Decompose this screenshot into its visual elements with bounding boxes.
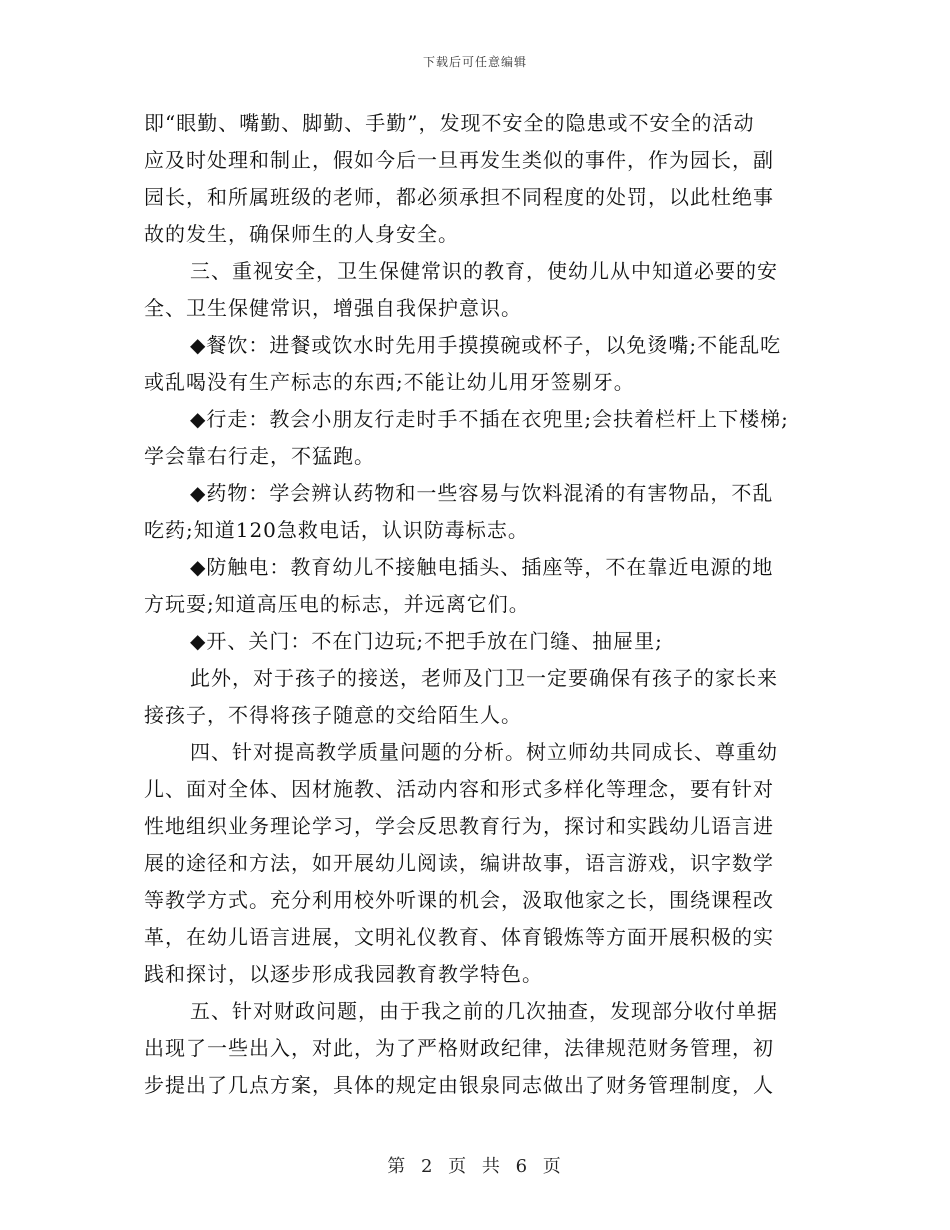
text-line: 四、针对提高教学质量问题的分析。树立师幼共同成长、尊重幼 — [190, 740, 778, 764]
text-line: 步提出了几点方案，具体的规定由银泉同志做出了财务管理制度，人 — [144, 1073, 774, 1097]
text-line: 三、重视安全，卫生保健常识的教育，使幼儿从中知道必要的安 — [190, 259, 778, 283]
document-body — [144, 105, 804, 1104]
text-line: ◆药物：学会辨认药物和一些容易与饮料混淆的有害物品，不乱 — [190, 481, 774, 505]
text-line: 学会靠右行走，不猛跑。 — [144, 444, 375, 468]
page-footer: 第 2 页 共 6 页 — [387, 1156, 563, 1177]
text-line: ◆餐饮：进餐或饮水时先用手摸摸碗或杯子，以免烫嘴;不能乱吃 — [190, 333, 782, 357]
text-line: 方玩耍;知道高压电的标志，并远离它们。 — [144, 592, 530, 616]
page-header: 下载后可任意编辑 — [422, 55, 527, 69]
text-line: 等教学方式。充分利用校外听课的机会，汲取他家之长，围绕课程改 — [144, 888, 774, 912]
text-line: 园长，和所属班级的老师，都必须承担不同程度的处罚，以此杜绝事 — [144, 185, 774, 209]
text-line: 出现了一些出入，对此，为了严格财政纪律，法律规范财务管理，初 — [144, 1036, 774, 1060]
text-line: 儿、面对全体、因材施教、活动内容和形式多样化等理念，要有针对 — [144, 777, 774, 801]
text-line: 性地组织业务理论学习，学会反思教育行为，探讨和实践幼儿语言进 — [144, 814, 774, 838]
text-line: 此外，对于孩子的接送，老师及门卫一定要确保有孩子的家长来 — [190, 666, 778, 690]
text-line: 吃药;知道120急救电话，认识防毒标志。 — [144, 518, 529, 542]
text-line: ◆开、关门：不在门边玩;不把手放在门缝、抽屉里; — [190, 629, 663, 653]
text-line: ◆行走：教会小朋友行走时手不插在衣兜里;会扶着栏杆上下楼梯; — [190, 407, 789, 431]
text-line: 应及时处理和制止，假如今后一旦再发生类似的事件，作为园长，副 — [144, 148, 774, 172]
text-line: 接孩子，不得将孩子随意的交给陌生人。 — [144, 703, 522, 727]
text-line: 或乱喝没有生产标志的东西;不能让幼儿用牙签剔牙。 — [144, 370, 635, 394]
text-line: 即“眼勤、嘴勤、脚勤、手勤”，发现不安全的隐患或不安全的活动 — [144, 111, 755, 135]
text-line: 展的途径和方法，如开展幼儿阅读，编讲故事，语言游戏，识字数学 — [144, 851, 774, 875]
text-line: ◆防触电：教育幼儿不接触电插头、插座等，不在靠近电源的地 — [190, 555, 774, 579]
text-line: 五、针对财政问题，由于我之前的几次抽查，发现部分收付单据 — [190, 999, 778, 1023]
text-line: 全、卫生保健常识，增强自我保护意识。 — [144, 296, 522, 320]
text-line: 故的发生，确保师生的人身安全。 — [144, 222, 459, 246]
text-line: 践和探讨，以逐步形成我园教育教学特色。 — [144, 962, 543, 986]
text-line: 革，在幼儿语言进展，文明礼仪教育、体育锻炼等方面开展积极的实 — [144, 925, 774, 949]
